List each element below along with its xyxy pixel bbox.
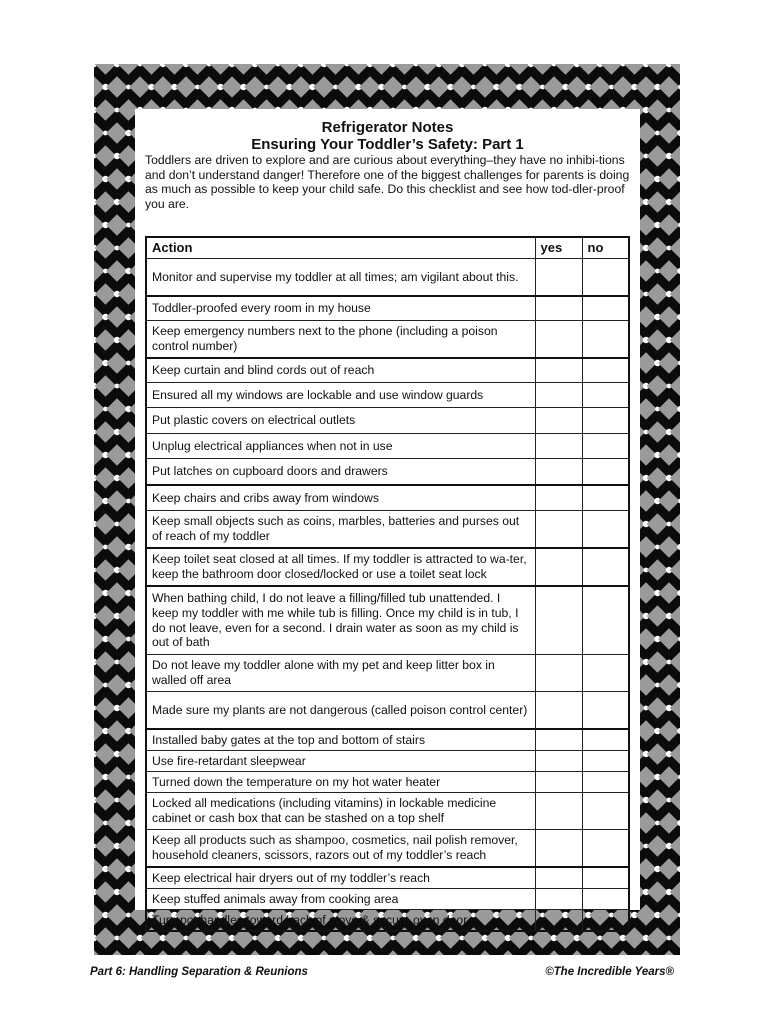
border-diamond (313, 950, 335, 955)
border-diamond (95, 375, 117, 397)
table-row (146, 296, 629, 321)
border-diamond (336, 950, 358, 955)
border-diamond (95, 605, 117, 627)
border-diamond (95, 651, 117, 673)
border-diamond (647, 329, 669, 351)
border-diamond (106, 352, 128, 374)
border-diamond (313, 76, 335, 98)
border-dot (677, 820, 680, 826)
yes-checkbox-cell[interactable] (535, 408, 582, 434)
border-dot (677, 728, 680, 734)
border-diamond (566, 76, 588, 98)
border-diamond (106, 628, 128, 650)
no-checkbox-cell[interactable] (582, 321, 629, 359)
border-diamond (486, 64, 508, 75)
no-checkbox-cell[interactable] (582, 383, 629, 408)
border-diamond (428, 76, 450, 98)
border-diamond (152, 950, 174, 955)
table-row (146, 772, 629, 793)
action-cell: Turned down the temperature on my hot water heater (146, 772, 535, 793)
border-diamond (658, 214, 680, 236)
border-diamond (497, 76, 519, 98)
border-diamond (244, 950, 266, 955)
border-diamond (543, 950, 565, 955)
border-diamond (164, 64, 186, 75)
no-checkbox-cell[interactable] (582, 296, 629, 321)
no-checkbox-cell[interactable] (582, 485, 629, 511)
border-diamond (95, 467, 117, 489)
border-diamond (647, 421, 669, 443)
border-diamond (221, 76, 243, 98)
border-diamond (658, 352, 680, 374)
action-cell: Keep small objects such as coins, marbles, batteries and purses out of reach of my toddler (146, 511, 535, 549)
border-diamond (647, 927, 669, 949)
yes-checkbox-cell[interactable] (535, 772, 582, 793)
border-diamond (670, 927, 680, 949)
border-diamond (118, 927, 140, 949)
border-diamond (658, 306, 680, 328)
border-diamond (647, 697, 669, 719)
border-diamond (647, 559, 669, 581)
action-cell: Unplug electrical appliances when not in use (146, 434, 535, 459)
border-diamond (428, 950, 450, 955)
table-row (146, 383, 629, 408)
border-dot (677, 866, 680, 872)
border-diamond (106, 812, 128, 834)
border-diamond (141, 64, 163, 75)
border-dot (677, 544, 680, 550)
border-diamond (670, 375, 680, 397)
border-diamond (670, 467, 680, 489)
border-diamond (106, 260, 128, 282)
border-diamond (658, 122, 680, 144)
border-diamond (106, 536, 128, 558)
border-diamond (95, 329, 117, 351)
border-dot (678, 499, 680, 504)
border-diamond (95, 191, 117, 213)
border-diamond (106, 674, 128, 696)
border-diamond (670, 605, 680, 627)
border-diamond (394, 64, 416, 75)
border-diamond (612, 950, 634, 955)
action-cell: Put latches on cupboard doors and drawers (146, 459, 535, 486)
border-diamond (658, 674, 680, 696)
border-diamond (451, 76, 473, 98)
action-cell: Keep electrical hair dryers out of my toddler’s reach (146, 867, 535, 889)
action-cell: Keep chairs and cribs away from windows (146, 485, 535, 511)
border-diamond (405, 950, 427, 955)
border-diamond (233, 64, 255, 75)
border-diamond (106, 582, 128, 604)
table-row (146, 830, 629, 868)
border-diamond (497, 950, 519, 955)
table-row (146, 358, 629, 383)
border-diamond (371, 64, 393, 75)
border-diamond (658, 444, 680, 466)
yes-checkbox-cell[interactable] (535, 434, 582, 459)
border-diamond (670, 283, 680, 305)
border-diamond (451, 950, 473, 955)
border-dot (677, 682, 680, 688)
yes-checkbox-cell[interactable] (535, 511, 582, 549)
table-header-row (146, 237, 629, 259)
border-diamond (359, 950, 381, 955)
action-cell: Toddler-proofed every room in my house (146, 296, 535, 321)
border-diamond (670, 513, 680, 535)
border-diamond (647, 881, 669, 903)
border-diamond (382, 76, 404, 98)
no-column-header: no (582, 237, 629, 259)
checklist-body (146, 259, 629, 932)
table-row (146, 729, 629, 751)
border-diamond (175, 950, 197, 955)
border-diamond (106, 858, 128, 880)
yes-checkbox-cell[interactable] (535, 383, 582, 408)
action-cell: Installed baby gates at the top and bottom of stairs (146, 729, 535, 751)
table-row (146, 434, 629, 459)
yes-checkbox-cell[interactable] (535, 910, 582, 932)
border-dot (677, 130, 680, 136)
border-diamond (647, 789, 669, 811)
border-diamond (589, 950, 611, 955)
yes-checkbox-cell[interactable] (535, 296, 582, 321)
border-diamond (658, 904, 680, 926)
action-cell: When bathing child, I do not leave a filling/filled tub unattended. I keep my toddler with me while tub is filling. Once my child is in tub, I do not leave, even for a second. I drain water as soon as my child is out of bath (146, 586, 535, 655)
border-diamond (405, 76, 427, 98)
footer-copyright: ©The Incredible Years® (545, 966, 674, 978)
border-dot (677, 268, 680, 274)
no-checkbox-cell[interactable] (582, 358, 629, 383)
border-diamond (670, 191, 680, 213)
border-diamond (95, 697, 117, 719)
border-diamond (658, 720, 680, 742)
table-row (146, 655, 629, 692)
checklist-panel (135, 109, 640, 927)
no-checkbox-cell[interactable] (582, 459, 629, 486)
border-diamond (670, 237, 680, 259)
table-row (146, 485, 629, 511)
border-diamond (129, 950, 151, 955)
no-checkbox-cell[interactable] (582, 408, 629, 434)
border-diamond (670, 421, 680, 443)
border-diamond (670, 329, 680, 351)
border-diamond (348, 64, 370, 75)
action-cell: Keep curtain and blind cords out of reach (146, 358, 535, 383)
border-diamond (95, 789, 117, 811)
no-checkbox-cell[interactable] (582, 586, 629, 655)
border-diamond (95, 743, 117, 765)
no-checkbox-cell[interactable] (582, 830, 629, 868)
border-dot (678, 361, 680, 366)
table-row (146, 408, 629, 434)
border-diamond (658, 628, 680, 650)
border-diamond (532, 64, 554, 75)
border-dot (677, 452, 680, 458)
border-diamond (95, 99, 117, 121)
border-diamond (175, 76, 197, 98)
border-diamond (106, 76, 128, 98)
border-diamond (647, 64, 669, 75)
border-diamond (670, 881, 680, 903)
border-dot (678, 85, 680, 90)
border-diamond (670, 835, 680, 857)
yes-checkbox-cell[interactable] (535, 358, 582, 383)
border-diamond (658, 536, 680, 558)
border-diamond (267, 950, 289, 955)
border-diamond (336, 76, 358, 98)
border-diamond (106, 122, 128, 144)
border-diamond (279, 64, 301, 75)
action-cell: Use fire-retardant sleepwear (146, 751, 535, 772)
action-cell: Keep stuffed animals away from cooking area (146, 889, 535, 910)
border-diamond (647, 191, 669, 213)
action-cell: Do not leave my toddler alone with my pet and keep litter box in walled off area (146, 655, 535, 692)
border-diamond (670, 651, 680, 673)
no-checkbox-cell[interactable] (582, 793, 629, 830)
border-diamond (647, 145, 669, 167)
border-diamond (520, 950, 542, 955)
border-diamond (95, 881, 117, 903)
border-diamond (106, 950, 128, 955)
table-row (146, 511, 629, 549)
border-diamond (106, 904, 128, 926)
yes-checkbox-cell[interactable] (535, 459, 582, 486)
border-diamond (520, 76, 542, 98)
action-cell: Keep emergency numbers next to the phone (including a poison control number) (146, 321, 535, 359)
border-diamond (95, 64, 117, 75)
border-diamond (658, 812, 680, 834)
no-checkbox-cell[interactable] (582, 511, 629, 549)
border-diamond (210, 64, 232, 75)
no-checkbox-cell[interactable] (582, 772, 629, 793)
border-diamond (106, 214, 128, 236)
intro-paragraph: Toddlers are driven to explore and are curious about everything–they have no inhibi-tions and don’t understand danger! Therefore one of the biggest challenges for parents is doing as much as possible to keep your child safe. Do this checklist and see how tod-dler-proof you are. (145, 153, 630, 211)
border-diamond (325, 64, 347, 75)
border-diamond (256, 64, 278, 75)
no-checkbox-cell[interactable] (582, 548, 629, 586)
table-row (146, 321, 629, 359)
border-diamond (382, 950, 404, 955)
action-cell: Turn pot handles toward back of stove & secure oven door (146, 910, 535, 932)
table-row (146, 867, 629, 889)
border-diamond (198, 76, 220, 98)
border-diamond (647, 835, 669, 857)
yes-checkbox-cell[interactable] (535, 259, 582, 297)
border-diamond (106, 398, 128, 420)
yes-checkbox-cell[interactable] (535, 692, 582, 730)
border-diamond (658, 950, 680, 955)
border-diamond (658, 858, 680, 880)
border-diamond (635, 76, 657, 98)
border-diamond (359, 76, 381, 98)
no-checkbox-cell[interactable] (582, 867, 629, 889)
border-dot (677, 176, 680, 182)
border-dot (677, 590, 680, 596)
border-diamond (106, 720, 128, 742)
border-diamond (244, 76, 266, 98)
border-diamond (624, 64, 646, 75)
yes-checkbox-cell[interactable] (535, 586, 582, 655)
action-cell: Monitor and supervise my toddler at all times; am vigilant about this. (146, 259, 535, 297)
border-diamond (647, 513, 669, 535)
border-diamond (647, 467, 669, 489)
no-checkbox-cell[interactable] (582, 910, 629, 932)
border-diamond (670, 743, 680, 765)
action-cell: Ensured all my windows are lockable and use window guards (146, 383, 535, 408)
border-diamond (578, 64, 600, 75)
border-diamond (95, 421, 117, 443)
no-checkbox-cell[interactable] (582, 259, 629, 297)
yes-checkbox-cell[interactable] (535, 655, 582, 692)
action-cell: Keep all products such as shampoo, cosmetics, nail polish remover, household cleaners, scissors, razors out of my toddler’s reach (146, 830, 535, 868)
border-diamond (647, 99, 669, 121)
border-diamond (635, 950, 657, 955)
border-diamond (474, 950, 496, 955)
border-dot (678, 775, 680, 780)
yes-checkbox-cell[interactable] (535, 729, 582, 751)
table-row (146, 751, 629, 772)
border-diamond (658, 398, 680, 420)
border-diamond (106, 766, 128, 788)
table-row (146, 889, 629, 910)
border-diamond (601, 64, 623, 75)
border-diamond (198, 950, 220, 955)
border-diamond (670, 697, 680, 719)
border-diamond (658, 766, 680, 788)
border-diamond (658, 490, 680, 512)
action-cell: Keep toilet seat closed at all times. If my toddler is attracted to wa-ter, keep the bathroom door closed/locked or use a toilet seat lock (146, 548, 535, 586)
border-diamond (95, 835, 117, 857)
footer-section-title: Part 6: Handling Separation & Reunions (90, 966, 308, 978)
no-checkbox-cell[interactable] (582, 729, 629, 751)
yes-checkbox-cell[interactable] (535, 321, 582, 359)
border-diamond (106, 444, 128, 466)
border-diamond (670, 145, 680, 167)
no-checkbox-cell[interactable] (582, 889, 629, 910)
border-diamond (474, 76, 496, 98)
border-diamond (95, 927, 117, 949)
table-row (146, 259, 629, 297)
border-diamond (95, 559, 117, 581)
border-diamond (118, 64, 140, 75)
table-row (146, 459, 629, 486)
border-diamond (463, 64, 485, 75)
border-dot (677, 314, 680, 320)
border-diamond (302, 64, 324, 75)
border-dot (678, 223, 680, 228)
table-row (146, 586, 629, 655)
border-diamond (670, 789, 680, 811)
border-diamond (647, 283, 669, 305)
table-row (146, 910, 629, 932)
action-cell: Put plastic covers on electrical outlets (146, 408, 535, 434)
page-subtitle: Ensuring Your Toddler’s Safety: Part 1 (251, 136, 524, 153)
border-diamond (94, 950, 105, 955)
yes-checkbox-cell[interactable] (535, 830, 582, 868)
yes-checkbox-cell[interactable] (535, 867, 582, 889)
border-diamond (187, 64, 209, 75)
yes-checkbox-cell[interactable] (535, 548, 582, 586)
table-row (146, 692, 629, 730)
no-checkbox-cell[interactable] (582, 434, 629, 459)
border-diamond (566, 950, 588, 955)
border-diamond (647, 605, 669, 627)
border-diamond (647, 743, 669, 765)
border-diamond (647, 651, 669, 673)
border-diamond (670, 559, 680, 581)
yes-checkbox-cell[interactable] (535, 889, 582, 910)
border-diamond (95, 513, 117, 535)
border-diamond (440, 64, 462, 75)
page-title: Refrigerator Notes (321, 119, 454, 136)
border-diamond (658, 260, 680, 282)
border-diamond (129, 76, 151, 98)
table-row (146, 548, 629, 586)
yes-column-header: yes (535, 237, 582, 259)
border-diamond (221, 950, 243, 955)
border-diamond (658, 582, 680, 604)
safety-checklist-table (145, 236, 630, 932)
border-dot (678, 637, 680, 642)
action-cell: Made sure my plants are not dangerous (called poison control center) (146, 692, 535, 730)
border-diamond (543, 76, 565, 98)
border-diamond (647, 237, 669, 259)
border-diamond (152, 76, 174, 98)
yes-checkbox-cell[interactable] (535, 485, 582, 511)
border-diamond (95, 145, 117, 167)
border-diamond (555, 64, 577, 75)
border-diamond (647, 375, 669, 397)
yes-checkbox-cell[interactable] (535, 793, 582, 830)
action-cell: Locked all medications (including vitamins) in lockable medicine cabinet or cash box that can be stashed on a top shelf (146, 793, 535, 830)
border-diamond (95, 283, 117, 305)
yes-checkbox-cell[interactable] (535, 751, 582, 772)
border-diamond (658, 76, 680, 98)
border-dot (678, 913, 680, 918)
no-checkbox-cell[interactable] (582, 655, 629, 692)
no-checkbox-cell[interactable] (582, 751, 629, 772)
border-diamond (589, 76, 611, 98)
border-diamond (290, 950, 312, 955)
border-diamond (670, 99, 680, 121)
border-diamond (106, 168, 128, 190)
border-diamond (267, 76, 289, 98)
border-diamond (106, 306, 128, 328)
border-diamond (290, 76, 312, 98)
action-column-header: Action (146, 237, 535, 259)
border-diamond (658, 168, 680, 190)
no-checkbox-cell[interactable] (582, 692, 629, 730)
border-diamond (106, 490, 128, 512)
border-diamond (612, 76, 634, 98)
border-diamond (509, 64, 531, 75)
border-dot (677, 406, 680, 412)
border-diamond (417, 64, 439, 75)
border-diamond (95, 237, 117, 259)
table-row (146, 793, 629, 830)
